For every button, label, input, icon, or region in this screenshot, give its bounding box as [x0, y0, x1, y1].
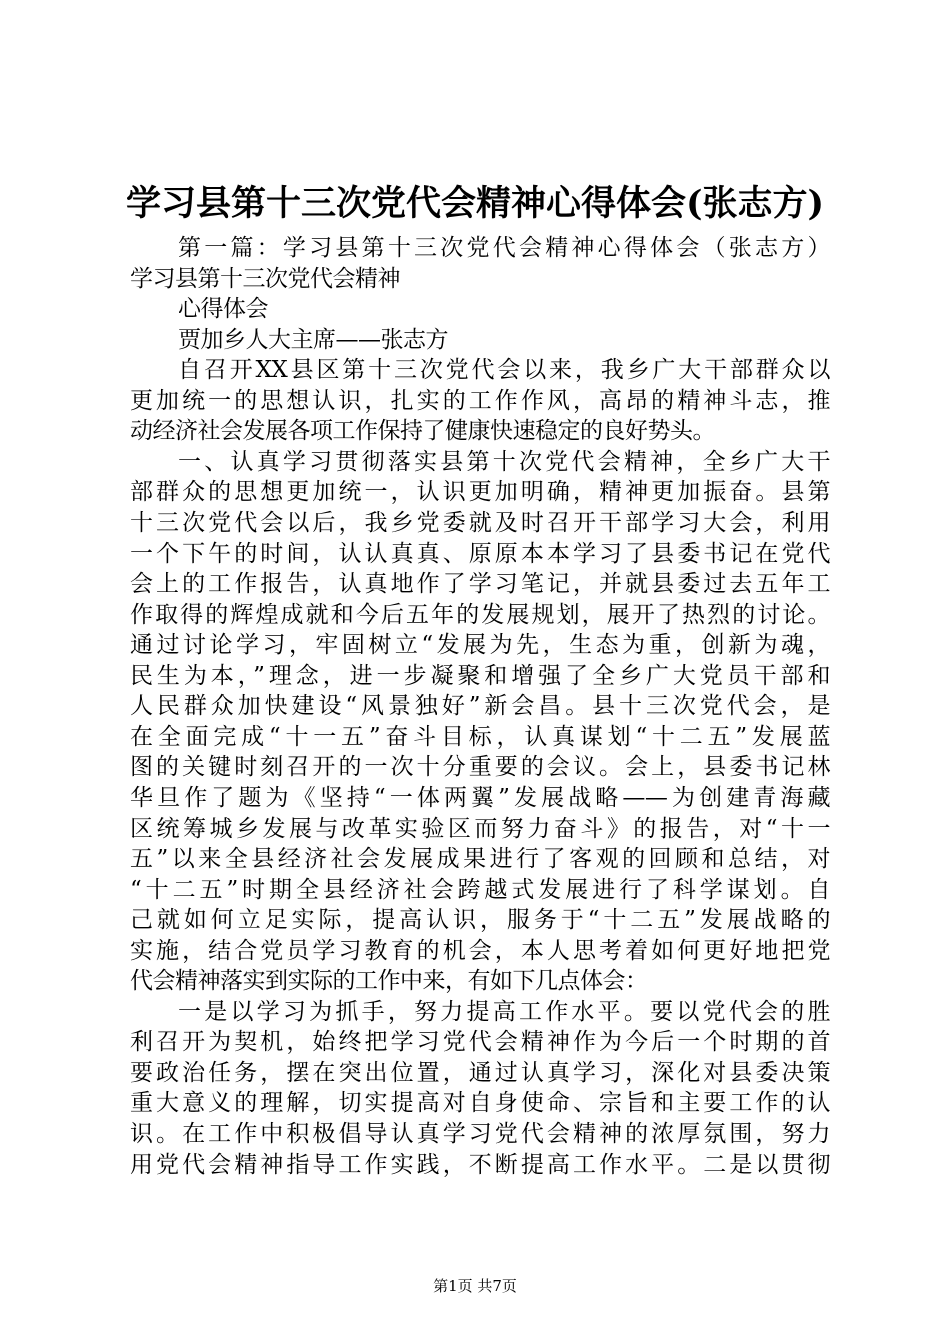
body-line: 用党代会精神指导工作实践，不断提高工作水平。二是以贯彻: [130, 1151, 830, 1178]
body-line: 更加统一的思想认识，扎实的工作作风，高昂的精神斗志，推: [130, 387, 830, 414]
body-line: 图的关键时刻召开的一次十分重要的会议。会上，县委书记林: [130, 754, 830, 781]
body-line: 己就如何立足实际，提高认识，服务于“十二五”发展战略的: [130, 907, 830, 934]
body-line: 贾加乡人大主席——张志方: [178, 326, 448, 353]
document-title: 学习县第十三次党代会精神心得体会(张志方): [125, 183, 825, 224]
body-line: 第一篇：学习县第十三次党代会精神心得体会（张志方）: [178, 235, 830, 261]
body-line: 五”以来全县经济社会发展成果进行了客观的回顾和总结，对: [130, 846, 830, 872]
body-line: 识。在工作中积极倡导认真学习党代会精神的浓厚氛围，努力: [130, 1121, 830, 1147]
body-line: 心得体会: [178, 296, 268, 323]
body-line: 区统筹城乡发展与改革实验区而努力奋斗》的报告，对“十一: [130, 815, 830, 842]
body-line: 一个下午的时间，认认真真、原原本本学习了县委书记在党代: [130, 540, 830, 567]
body-line: 华旦作了题为《坚持“一体两翼”发展战略——为创建青海藏: [130, 784, 830, 811]
body-line: 部群众的思想更加统一，认识更加明确，精神更加振奋。县第: [130, 479, 830, 506]
body-line: 一、认真学习贯彻落实县第十次党代会精神，全乡广大干: [178, 448, 830, 475]
body-line: 民生为本，”理念，进一步凝聚和增强了全乡广大党员干部和: [130, 662, 830, 689]
body-line: 实施，结合党员学习教育的机会，本人思考着如何更好地把党: [130, 937, 830, 964]
body-line: 在全面完成“十一五”奋斗目标，认真谋划“十二五”发展蓝: [130, 723, 830, 750]
body-line: 学习县第十三次党代会精神: [130, 265, 400, 292]
body-line: 通过讨论学习，牢固树立“发展为先，生态为重，创新为魂，: [130, 632, 830, 659]
page-footer: 第1页 共7页: [433, 1277, 517, 1295]
body-line: 十三次党代会以后，我乡党委就及时召开干部学习大会，利用: [130, 509, 830, 536]
body-line: 作取得的辉煌成就和今后五年的发展规划，展开了热烈的讨论。: [130, 601, 830, 628]
body-line: 代会精神落实到实际的工作中来，有如下几点体会：: [130, 968, 648, 995]
body-line: 要政治任务，摆在突出位置，通过认真学习，深化对县委决策: [130, 1059, 830, 1086]
body-line: 人民群众加快建设“风景独好”新会昌。县十三次党代会，是: [130, 693, 830, 720]
body-line: 动经济社会发展各项工作保持了健康快速稳定的良好势头。: [130, 418, 715, 445]
body-line: 利召开为契机，始终把学习党代会精神作为今后一个时期的首: [130, 1029, 830, 1056]
body-line: 一是以学习为抓手，努力提高工作水平。要以党代会的胜: [178, 998, 830, 1025]
body-line: 重大意义的理解，切实提高对自身使命、宗旨和主要工作的认: [130, 1090, 830, 1117]
body-line: 自召开XX县区第十三次党代会以来，我乡广大干部群众以: [178, 357, 830, 384]
body-line: “十二五”时期全县经济社会跨越式发展进行了科学谋划。自: [130, 876, 830, 903]
body-line: 会上的工作报告，认真地作了学习笔记，并就县委过去五年工: [130, 571, 830, 597]
